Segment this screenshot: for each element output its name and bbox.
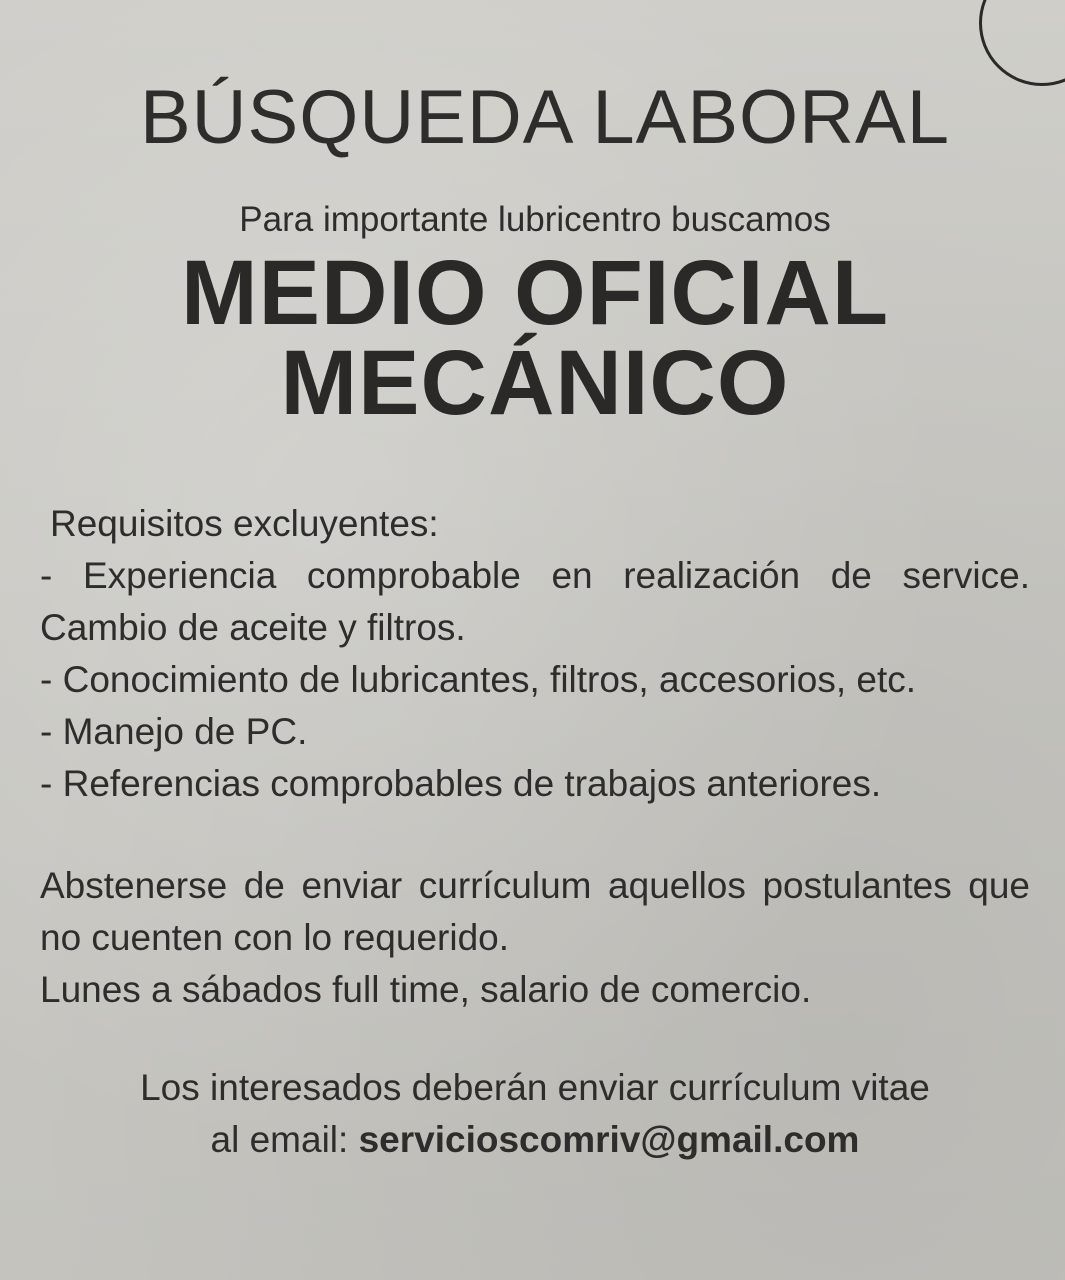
email-prefix: al email: [210,1119,349,1160]
requirement-item: - Conocimiento de lubricantes, filtros, accesorios, etc. [40,659,917,700]
ad-intro: Para importante lubricentro buscamos [239,200,831,239]
ad-body [40,498,1030,1016]
job-ad [40,70,1030,1166]
notice-text: Abstenerse de enviar currículum aquellos postulantes que no cuenten con lo requerido. [40,865,1030,958]
position-title [40,242,1030,434]
email-line [40,1114,1030,1166]
requirement-item: - Manejo de PC. [40,711,308,752]
spacer [40,810,1030,860]
ad-title: BÚSQUEDA LABORAL [139,75,951,160]
requirement-item: - Experiencia comprobable en realización de service. Cambio de aceite y filtros. [40,555,1030,648]
requirement-item: - Referencias comprobables de trabajos anteriores. [40,763,882,804]
contact-line: Los interesados deberán enviar currículum vitae [140,1067,930,1108]
position-line-1: MEDIO OFICIAL [180,242,890,344]
requirements-title: Requisitos excluyentes: [50,503,439,544]
email-address: servicioscomriv@gmail.com [358,1119,860,1160]
position-line-2: MECÁNICO [280,332,790,434]
contact-block [40,1062,1030,1166]
schedule-text: Lunes a sábados full time, salario de comercio. [40,969,812,1010]
